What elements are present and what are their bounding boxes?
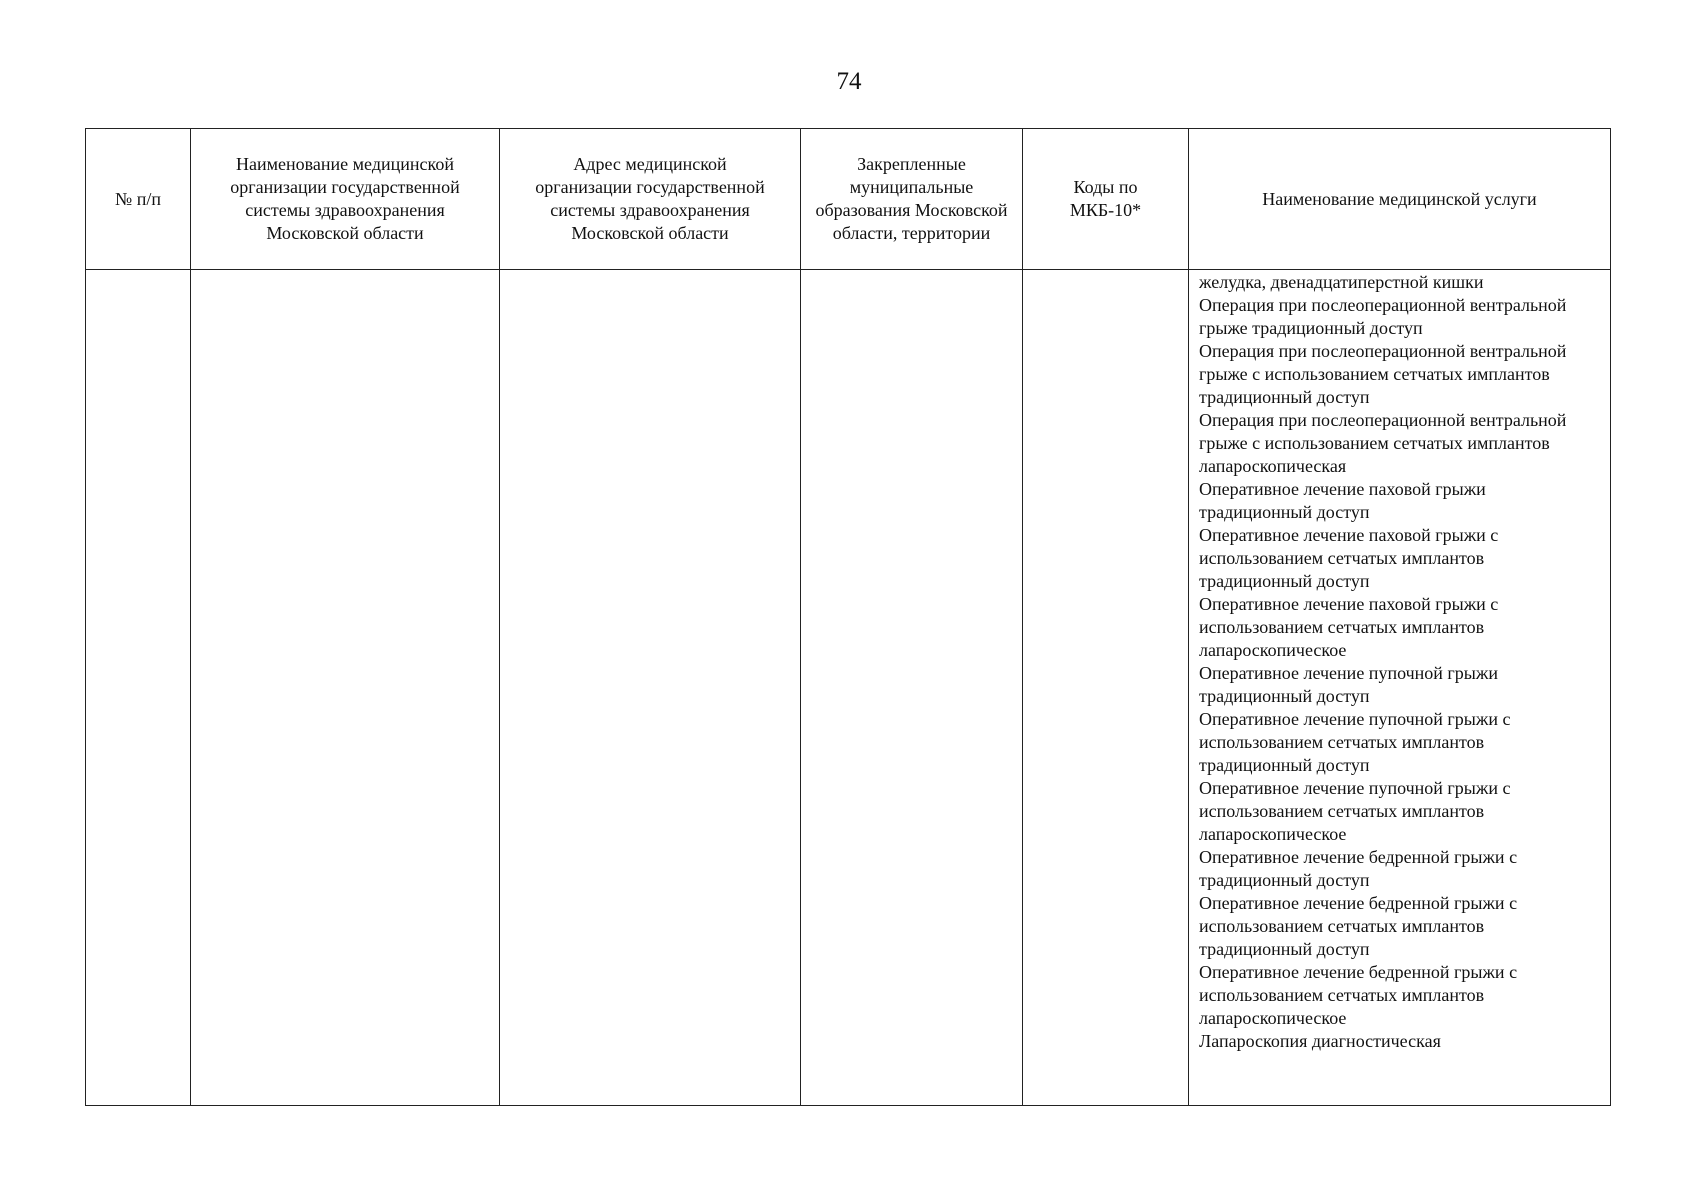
service-item: Операция при послеоперационной вентральной грыже с использованием сетчатых имплантов лапароскопическая [1199, 410, 1567, 476]
service-item: желудка, двенадцатиперстной кишки [1199, 272, 1484, 292]
service-item: Оперативное лечение паховой грыжи с использованием сетчатых имплантов традиционный доступ [1199, 525, 1499, 591]
service-item: Оперативное лечение бедренной грыжи с использованием сетчатых имплантов лапароскопическое [1199, 962, 1518, 1028]
header-number: № п/п [86, 129, 191, 270]
cell-municipalities [801, 270, 1023, 1106]
header-municipalities: Закрепленные муниципальные образования Московской области, территории [801, 129, 1023, 270]
services-table [85, 128, 1611, 1106]
service-item: Лапароскопия диагностическая [1199, 1031, 1441, 1051]
service-list [1189, 270, 1610, 1053]
cell-services [1189, 270, 1611, 1106]
service-item: Операция при послеоперационной вентральной грыже с использованием сетчатых имплантов традиционный доступ [1199, 341, 1567, 407]
header-organization: Наименование медицинской организации государственной системы здравоохранения Московской области [191, 129, 500, 270]
cell-number [86, 270, 191, 1106]
table-header-row [86, 129, 1611, 270]
table-row [86, 270, 1611, 1106]
service-item: Оперативное лечение паховой грыжи традиционный доступ [1199, 479, 1486, 522]
header-icd-codes: Коды по МКБ-10* [1023, 129, 1189, 270]
header-service: Наименование медицинской услуги [1189, 129, 1611, 270]
service-item: Оперативное лечение паховой грыжи с использованием сетчатых имплантов лапароскопическое [1199, 594, 1499, 660]
service-item: Операция при послеоперационной вентральной грыже традиционный доступ [1199, 295, 1567, 338]
service-item: Оперативное лечение бедренной грыжи с использованием сетчатых имплантов традиционный доступ [1199, 893, 1518, 959]
cell-icd-codes [1023, 270, 1189, 1106]
page-number: 74 [836, 68, 862, 95]
cell-organization [191, 270, 500, 1106]
service-item: Оперативное лечение пупочной грыжи с использованием сетчатых имплантов традиционный доступ [1199, 709, 1511, 775]
service-item: Оперативное лечение бедренной грыжи с традиционный доступ [1199, 847, 1518, 890]
service-item: Оперативное лечение пупочной грыжи традиционный доступ [1199, 663, 1498, 706]
service-item: Оперативное лечение пупочной грыжи с использованием сетчатых имплантов лапароскопическое [1199, 778, 1511, 844]
header-address: Адрес медицинской организации государственной системы здравоохранения Московской области [500, 129, 801, 270]
cell-address [500, 270, 801, 1106]
